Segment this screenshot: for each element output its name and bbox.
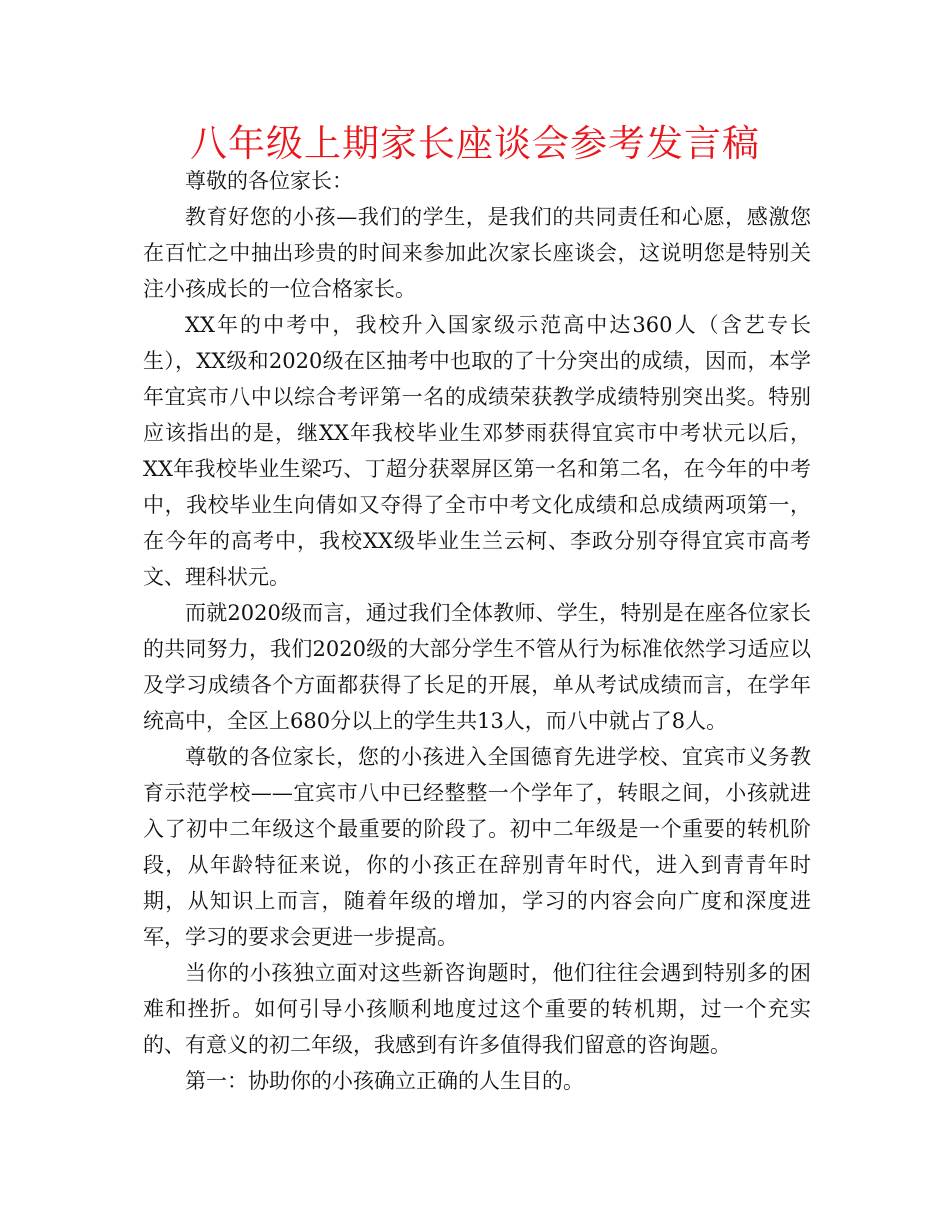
salutation-paragraph: 尊敬的各位家长：: [185, 169, 353, 193]
document-title: 八年级上期家长座谈会参考发言稿: [190, 122, 760, 165]
body-paragraph-5: 当你的小孩独立面对这些新咨询题时，他们往往会遇到特别多的困难和挫折。如何引导小孩顺利地度过这个重要的转机期，过一个充实的、有意义的初二年级，我感到有许多值得我们留意的咨询题。: [143, 961, 811, 1057]
body-paragraph-1: 教育好您的小孩—我们的学生，是我们的共同责任和心愿，感激您在百忙之中抽出珍贵的时间来参加此次家长座谈会，这说明您是特别关注小孩成长的一位合格家长。: [143, 205, 811, 301]
document-body: [143, 163, 811, 1099]
body-paragraph-2: XX年的中考中，我校升入国家级示范高中达360人（含艺专长生），XX级和2020级在区抽考中也取的了十分突出的成绩，因而，本学年宜宾市八中以综合考评第一名的成绩荣获教学成绩特别突出奖。特别应该指出的是，继XX年我校毕业生邓梦雨获得宜宾市中考状元以后，XX年我校毕业生梁巧、丁超分获翠屏区第一名和第二名，在今年的中考中，我校毕业生向倩如又夺得了全市中考文化成绩和总成绩两项第一，在今年的高考中，我校XX级毕业生兰云柯、李政分别夺得宜宾市高考文、理科状元。: [143, 313, 811, 589]
body-paragraph-4: 尊敬的各位家长，您的小孩进入全国德育先进学校、宜宾市义务教育示范学校——宜宾市八中已经整整一个学年了，转眼之间，小孩就进入了初中二年级这个最重要的阶段了。初中二年级是一个重要的转机阶段，从年龄特征来说，你的小孩正在辞别青年时代，进入到青青年时期，从知识上而言，随着年级的增加，学习的内容会向广度和深度进军，学习的要求会更进一步提高。: [143, 745, 811, 949]
body-paragraph-6: 第一：协助你的小孩确立正确的人生目的。: [185, 1069, 584, 1093]
body-paragraph-3: 而就2020级而言，通过我们全体教师、学生，特别是在座各位家长的共同努力，我们2020级的大部分学生不管从行为标准依然学习适应以及学习成绩各个方面都获得了长足的开展，单从考试成绩而言，在学年统高中，全区上680分以上的学生共13人，而八中就占了8人。: [143, 601, 811, 733]
